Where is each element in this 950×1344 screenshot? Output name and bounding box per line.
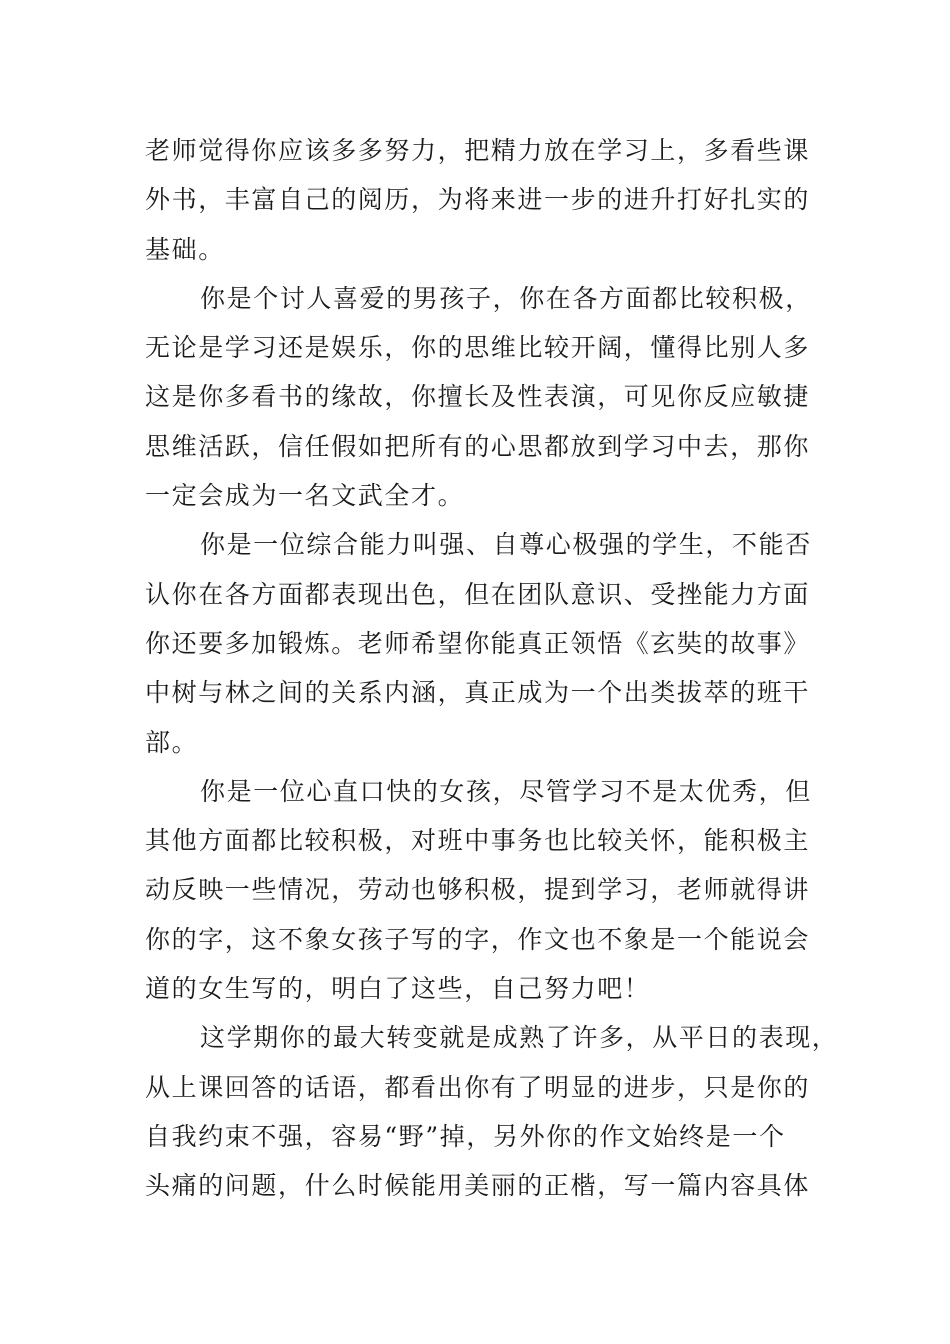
text-line: 认你在各方面都表现出色，但在团队意识、受挫能力方面 [145, 579, 811, 609]
paragraph-first-line: 你是一位综合能力叫强、自尊心极强的学生，不能否 [200, 530, 812, 560]
text-line: 无论是学习还是娱乐，你的思维比较开阔，懂得比别人多 [145, 333, 811, 363]
text-line: 从上课回答的话语，都看出你有了明显的进步，只是你的 [145, 1072, 811, 1102]
text-line: 部。 [145, 727, 199, 757]
text-line: 道的女生写的，明白了这些，自己努力吧！ [145, 974, 651, 1004]
text-line: 这是你多看书的缘故，你擅长及性表演，可见你反应敏捷 [145, 382, 811, 412]
paragraph-first-line: 你是一位心直口快的女孩，尽管学习不是太优秀，但 [200, 776, 812, 806]
text-line: 动反映一些情况，劳动也够积极，提到学习，老师就得讲 [145, 875, 811, 905]
text-line: 其他方面都比较积极，对班中事务也比较关怀，能积极主 [145, 826, 811, 856]
paragraph-first-line: 你是个讨人喜爱的男孩子，你在各方面都比较积极， [200, 283, 812, 313]
text-line: 头痛的问题，什么时候能用美丽的正楷，写一篇内容具体 [145, 1171, 811, 1201]
text-line: 你还要多加锻炼。老师希望你能真正领悟《玄奘的故事》 [145, 628, 811, 658]
text-line: 中树与林之间的关系内涵，真正成为一个出类拔萃的班干 [145, 678, 811, 708]
document-body [145, 126, 839, 1211]
text-line: 外书，丰富自己的阅历，为将来进一步的进升打好扎实的 [145, 185, 811, 215]
text-line: 思维活跃，信任假如把所有的心思都放到学习中去，那你 [145, 431, 811, 461]
text-line: 基础。 [145, 234, 225, 264]
paragraph-first-line: 这学期你的最大转变就是成熟了许多，从平日的表现， [200, 1023, 839, 1053]
text-line: 老师觉得你应该多多努力，把精力放在学习上，多看些课 [145, 136, 811, 165]
text-line: 一定会成为一名文武全才。 [145, 481, 465, 511]
text-line: 你的字，这不象女孩子写的字，作文也不象是一个能说会 [145, 924, 811, 954]
text-line: 自我约束不强，容易“野”掉，另外你的作文始终是一个 [145, 1121, 786, 1151]
